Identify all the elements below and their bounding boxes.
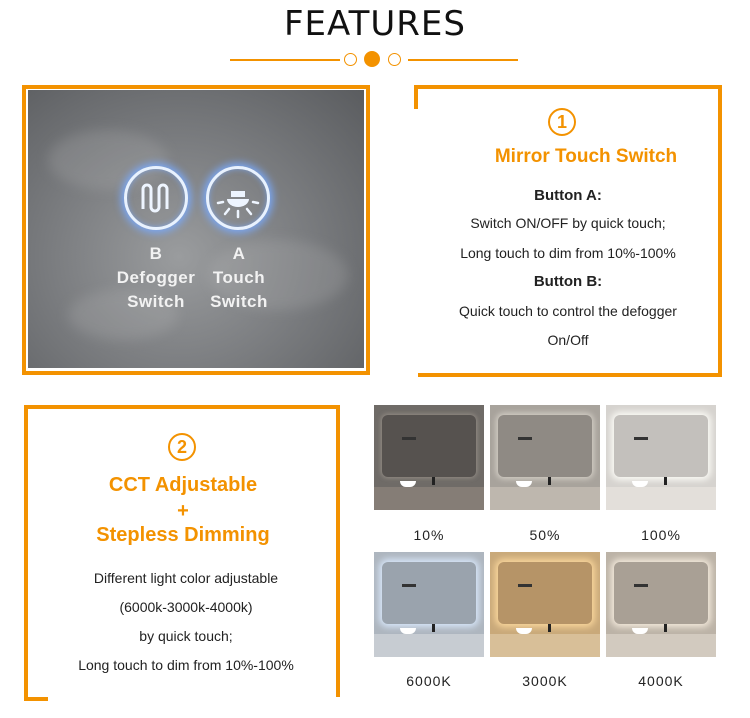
defogger-label: B Defogger Switch xyxy=(116,244,196,311)
button-b-heading: Button B: xyxy=(533,273,603,290)
feature2-desc-line4: Long touch to dim from 10%-100% xyxy=(78,657,294,673)
mirror-tile-4000k xyxy=(606,552,716,657)
feature1-number: 1 xyxy=(548,108,576,136)
defogger-icon xyxy=(127,169,185,227)
page-title: FEATURES xyxy=(283,4,466,44)
mirror-tile-3000k xyxy=(490,552,600,657)
brightness-label-50: 50% xyxy=(529,527,561,543)
mirror-tile-6000k xyxy=(374,552,484,657)
title-divider-right xyxy=(408,59,518,61)
mirror-tile-10 xyxy=(374,405,484,510)
button-a-line1: Switch ON/OFF by quick touch; xyxy=(470,215,666,231)
defogger-button xyxy=(124,166,188,230)
button-a-heading: Button A: xyxy=(534,187,602,204)
mirror-tile-50 xyxy=(490,405,600,510)
divider-dot-right xyxy=(388,53,401,66)
light-button xyxy=(206,166,270,230)
feature2-desc-line2: (6000k-3000k-4000k) xyxy=(119,599,253,615)
feature2-title-line2: Stepless Dimming xyxy=(96,524,270,546)
mirror-tile-100 xyxy=(606,405,716,510)
feature2-desc-line3: by quick touch; xyxy=(139,628,233,644)
feature1-title: Mirror Touch Switch xyxy=(494,146,678,167)
feature2-title-plus: + xyxy=(177,500,189,522)
divider-dot-center xyxy=(364,51,380,67)
touch-switch-photo xyxy=(28,90,364,368)
feature2-number: 2 xyxy=(168,433,196,461)
touch-switch-label: A Touch Switch xyxy=(210,244,268,311)
divider-dot-left xyxy=(344,53,357,66)
feature2-title-line1: CCT Adjustable xyxy=(108,474,258,496)
button-a-line2: Long touch to dim from 10%-100% xyxy=(460,245,676,261)
color-label-3000k: 3000K xyxy=(522,673,568,689)
button-b-line2: On/Off xyxy=(547,332,589,348)
brightness-label-10: 10% xyxy=(413,527,445,543)
color-label-4000k: 4000K xyxy=(638,673,684,689)
light-icon xyxy=(209,169,267,227)
feature2-desc-line1: Different light color adjustable xyxy=(93,570,279,586)
color-label-6000k: 6000K xyxy=(406,673,452,689)
title-divider-left xyxy=(230,59,340,61)
brightness-label-100: 100% xyxy=(641,527,681,543)
button-b-line1: Quick touch to control the defogger xyxy=(459,303,677,319)
